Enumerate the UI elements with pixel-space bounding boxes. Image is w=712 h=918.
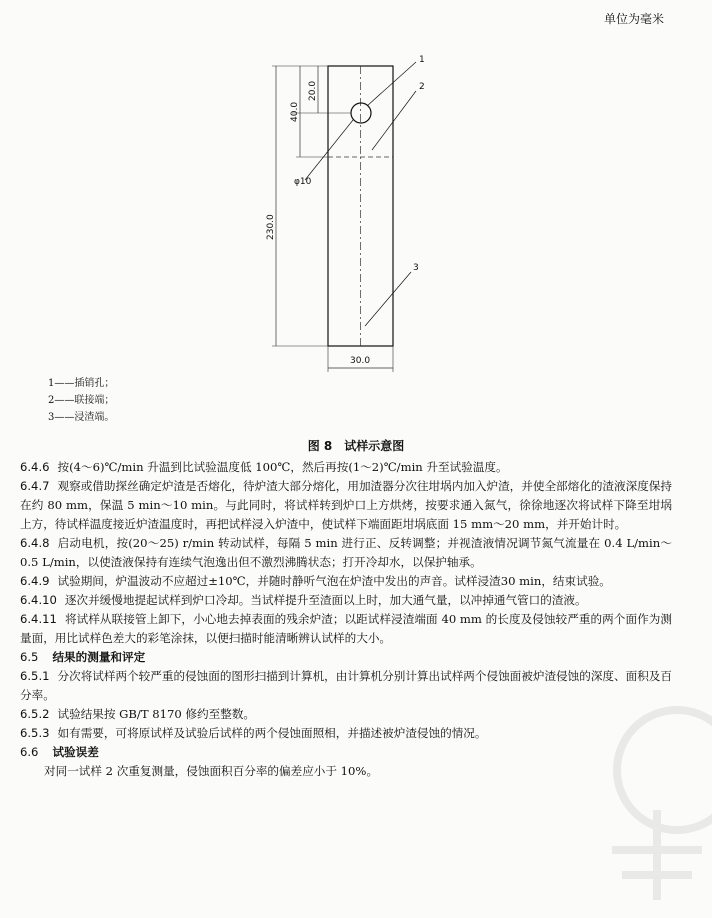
- clause-6-4-6: 6.4.6 按(4～6)℃/min 升温到比试验温度低 100℃，然后再按(1～2)℃/min 升至试验温度。: [20, 460, 508, 474]
- legend-item: 3——浸渣端。: [48, 412, 115, 423]
- legend-item: 1——插销孔；: [48, 378, 115, 389]
- legend-item: 2——联接端；: [48, 395, 115, 406]
- clause-6-4-9: 6.4.9 试验期间，炉温波动不应超过±10℃，并随时静听气泡在炉渣中发出的声音。试样浸渣30 min，结束试验。: [20, 574, 611, 588]
- dim-text-20: 20.0: [308, 80, 318, 101]
- hole-dia-leader: [305, 120, 353, 180]
- clause-6-5-3: 6.5.3 如有需要，可将原试样及试验后试样的两个侵蚀面照相，并描述被炉渣侵蚀的情况。: [20, 726, 487, 740]
- callout-leader-2: [372, 91, 416, 150]
- body-text: [20, 458, 672, 781]
- clause-6-4-11: 6.4.11 将试样从联接管上卸下，小心地去掉表面的残余炉渣；以距试样浸渣端面 40 mm 的长度及侵蚀较严重的两个面作为测量面，用比试样色差大的彩笔涂抹，以便扫描时能清晰辨认试样的大小。: [20, 612, 672, 645]
- callout-leader-3: [365, 272, 411, 326]
- dim-text-hole: φ10: [294, 177, 312, 187]
- dim-text-40: 40.0: [290, 101, 300, 122]
- pin-hole: [351, 103, 371, 123]
- figure-caption: 图 8 试样示意图: [307, 439, 405, 453]
- heading-6-6: 6.6 试验误差: [20, 745, 99, 759]
- callout-1: 1: [419, 55, 425, 65]
- callout-2: 2: [419, 82, 425, 92]
- dim-text-30: 30.0: [350, 356, 371, 366]
- heading-6-5: 6.5 结果的测量和评定: [20, 650, 146, 664]
- specimen-diagram: [0, 0, 712, 430]
- clause-6-5-1: 6.5.1 分次将试样两个较严重的侵蚀面的图形扫描到计算机，由计算机分别计算出试样两个侵蚀面被炉渣侵蚀的深度、面积及百分率。: [20, 669, 672, 702]
- callout-leader-1: [367, 62, 416, 106]
- clause-6-4-8: 6.4.8 启动电机，按(20～25) r/min 转动试样，每隔 5 min 进行正、反转调整；并视渣液情况调节氮气流量在 0.4 L/min～0.5 L/min，以使渣液保持有连续气泡逸出但不激烈沸腾状态；打开冷却水，以保护轴承。: [20, 536, 672, 569]
- clause-6-4-7: 6.4.7 观察或借助探丝确定炉渣是否熔化，待炉渣大部分熔化，用加渣器分次往坩埚内加入炉渣，并使全部熔化的渣液深度保持在约 80 mm，保温 5 min～10 min。与此同时，将试样转到炉口上方烘烤，按要求通入氮气，徐徐地逐次将试样下降至坩埚上方，待试样温度接近炉渣温度时，再把试样浸入炉渣中，使试样下端面距坩埚底面 15 mm～20 mm，并开始计时。: [20, 479, 672, 531]
- figure-legend: [48, 375, 114, 426]
- dim-text-230: 230.0: [266, 214, 276, 240]
- clause-6-6-text: 对同一试样 2 次重复测量，侵蚀面积百分率的偏差应小于 10%。: [44, 764, 379, 778]
- clause-6-4-10: 6.4.10 逐次并缓慢地提起试样到炉口冷却。当试样提升至渣面以上时，加大通气量，以冲掉通气管口的渣液。: [20, 593, 587, 607]
- unit-note: 单位为毫米: [603, 12, 664, 26]
- callout-3: 3: [413, 263, 419, 273]
- clause-6-5-2: 6.5.2 试验结果按 GB/T 8170 修约至整数。: [20, 707, 256, 721]
